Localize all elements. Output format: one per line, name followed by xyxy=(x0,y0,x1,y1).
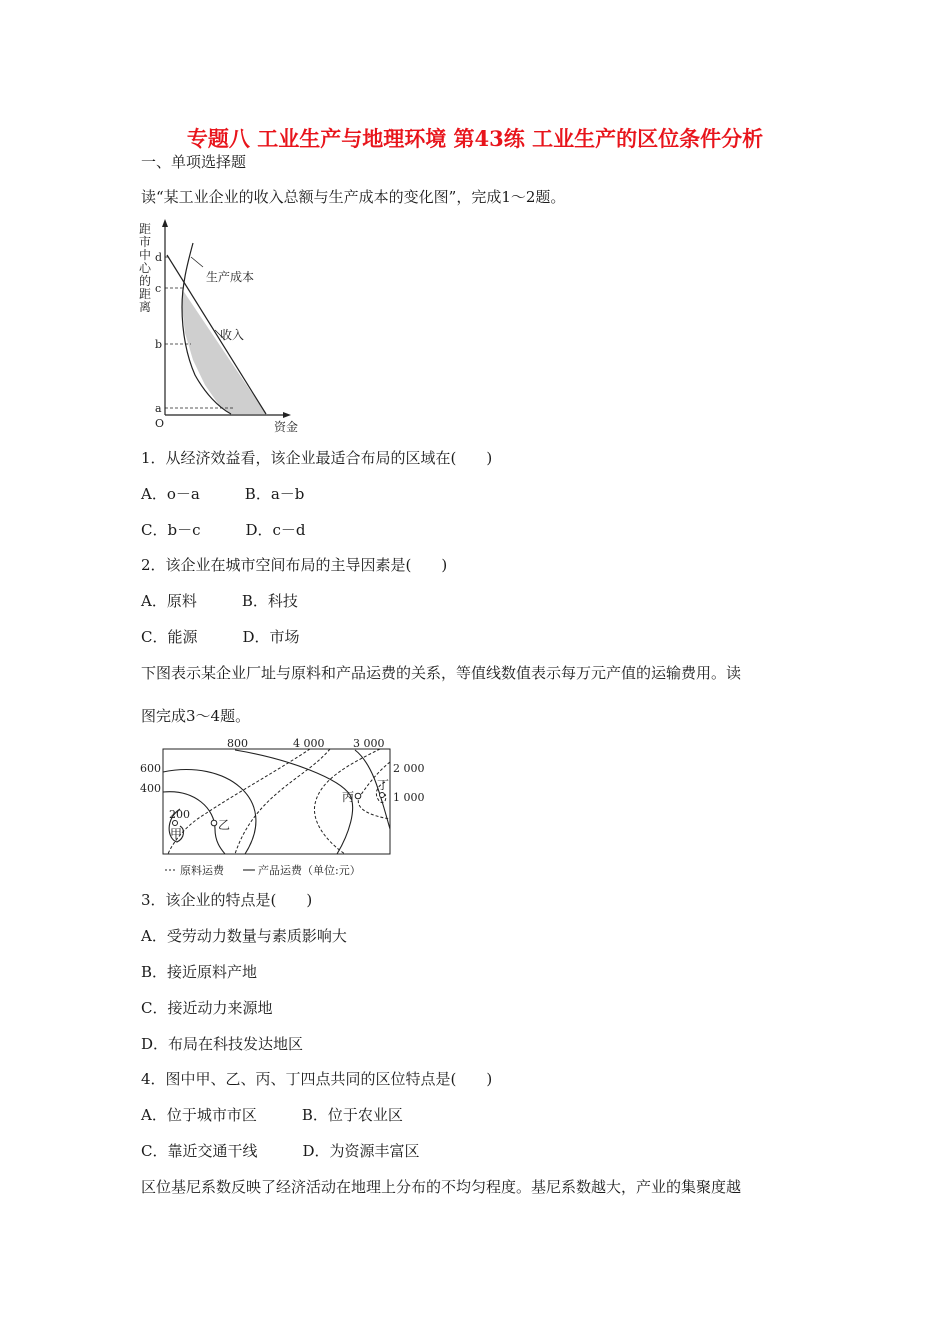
income-line-label: 收入 xyxy=(220,328,245,342)
question-2-options-ab: A．原料 B．科技 xyxy=(141,592,298,610)
isoline-label-4000: 4 000 xyxy=(293,737,325,750)
legend-dashed-label: 原料运费 xyxy=(180,864,224,877)
question-1-options-ab: A．o－a B．a－b xyxy=(141,485,305,503)
isoline-label-200: 200 xyxy=(169,808,190,821)
y-axis-char: 距 xyxy=(139,287,152,301)
question-3-option-d: D．布局在科技发达地区 xyxy=(141,1035,304,1053)
y-axis-char: 中 xyxy=(139,248,152,262)
point-yi-marker xyxy=(211,820,217,826)
point-yi-label: 乙 xyxy=(218,818,231,832)
isoline-label-800: 800 xyxy=(227,737,248,750)
question-2-stem: 2．该企业在城市空间布局的主导因素是( ) xyxy=(141,556,448,574)
question-1-stem: 1．从经济效益看，该企业最适合布局的区域在( ) xyxy=(141,449,493,467)
y-axis-label xyxy=(139,222,152,314)
point-jia-label: 甲 xyxy=(170,827,183,841)
isoline-label-600: 600 xyxy=(140,762,161,775)
y-axis-char: 的 xyxy=(139,274,152,288)
question-3-option-a: A．受劳动力数量与素质影响大 xyxy=(141,927,347,945)
isoline-label-3000: 3 000 xyxy=(353,737,385,750)
point-bing-marker xyxy=(355,793,361,799)
y-axis-char: 心 xyxy=(139,261,152,275)
profit-area xyxy=(182,289,266,414)
point-jia-marker xyxy=(173,821,178,826)
origin-label: O xyxy=(155,417,165,430)
cost-curve-label: 生产成本 xyxy=(206,270,255,284)
tick-label-a: a xyxy=(155,402,162,415)
question-4-stem: 4．图中甲、乙、丙、丁四点共同的区位特点是( ) xyxy=(141,1070,493,1088)
isoline-label-400: 400 xyxy=(140,782,161,795)
tick-label-b: b xyxy=(155,338,163,351)
material-isoline-800 xyxy=(168,749,310,854)
map-frame xyxy=(163,749,390,854)
question-1-options-cd: C．b－c D．c－d xyxy=(141,521,306,539)
intro-text-1: 读“某工业企业的收入总额与生产成本的变化图”，完成1～2题。 xyxy=(141,188,566,206)
point-ding-label: 丁 xyxy=(377,778,390,792)
x-axis-label: 资金 xyxy=(274,420,299,434)
section-heading: 一、单项选择题 xyxy=(141,153,247,171)
question-2-options-cd: C．能源 D．市场 xyxy=(141,628,300,646)
page-title: 专题八 工业生产与地理环境 第43练 工业生产的区位条件分析 xyxy=(186,126,764,151)
intro-text-2-line2: 图完成3～4题。 xyxy=(141,707,251,725)
point-bing-label: 丙 xyxy=(342,790,355,804)
y-axis-char: 距 xyxy=(139,222,152,236)
tick-label-d: d xyxy=(155,251,163,264)
question-4-options-cd: C．靠近交通干线 D．为资源丰富区 xyxy=(141,1142,420,1160)
question-3-stem: 3．该企业的特点是( ) xyxy=(141,891,313,909)
transport-cost-isoline-map xyxy=(135,734,435,882)
question-3-option-b: B．接近原料产地 xyxy=(141,963,258,981)
y-axis-char: 离 xyxy=(139,300,152,314)
question-4-options-ab: A．位于城市市区 B．位于农业区 xyxy=(141,1106,403,1124)
closing-text: 区位基尼系数反映了经济活动在地理上分布的不均匀程度。基尼系数越大，产业的集聚度越 xyxy=(141,1178,742,1196)
point-ding-marker xyxy=(380,793,385,798)
y-axis-char: 市 xyxy=(139,235,152,249)
isoline-label-2000: 2 000 xyxy=(393,762,425,775)
income-cost-chart xyxy=(135,215,315,440)
legend-solid-label: 产品运费（单位:元） xyxy=(258,864,361,877)
isoline-label-1000: 1 000 xyxy=(393,791,425,804)
intro-text-2-line1: 下图表示某企业厂址与原料和产品运费的关系，等值线数值表示每万元产值的运输费用。读 xyxy=(141,664,742,682)
question-3-option-c: C．接近动力来源地 xyxy=(141,999,273,1017)
tick-label-c: c xyxy=(155,282,162,295)
